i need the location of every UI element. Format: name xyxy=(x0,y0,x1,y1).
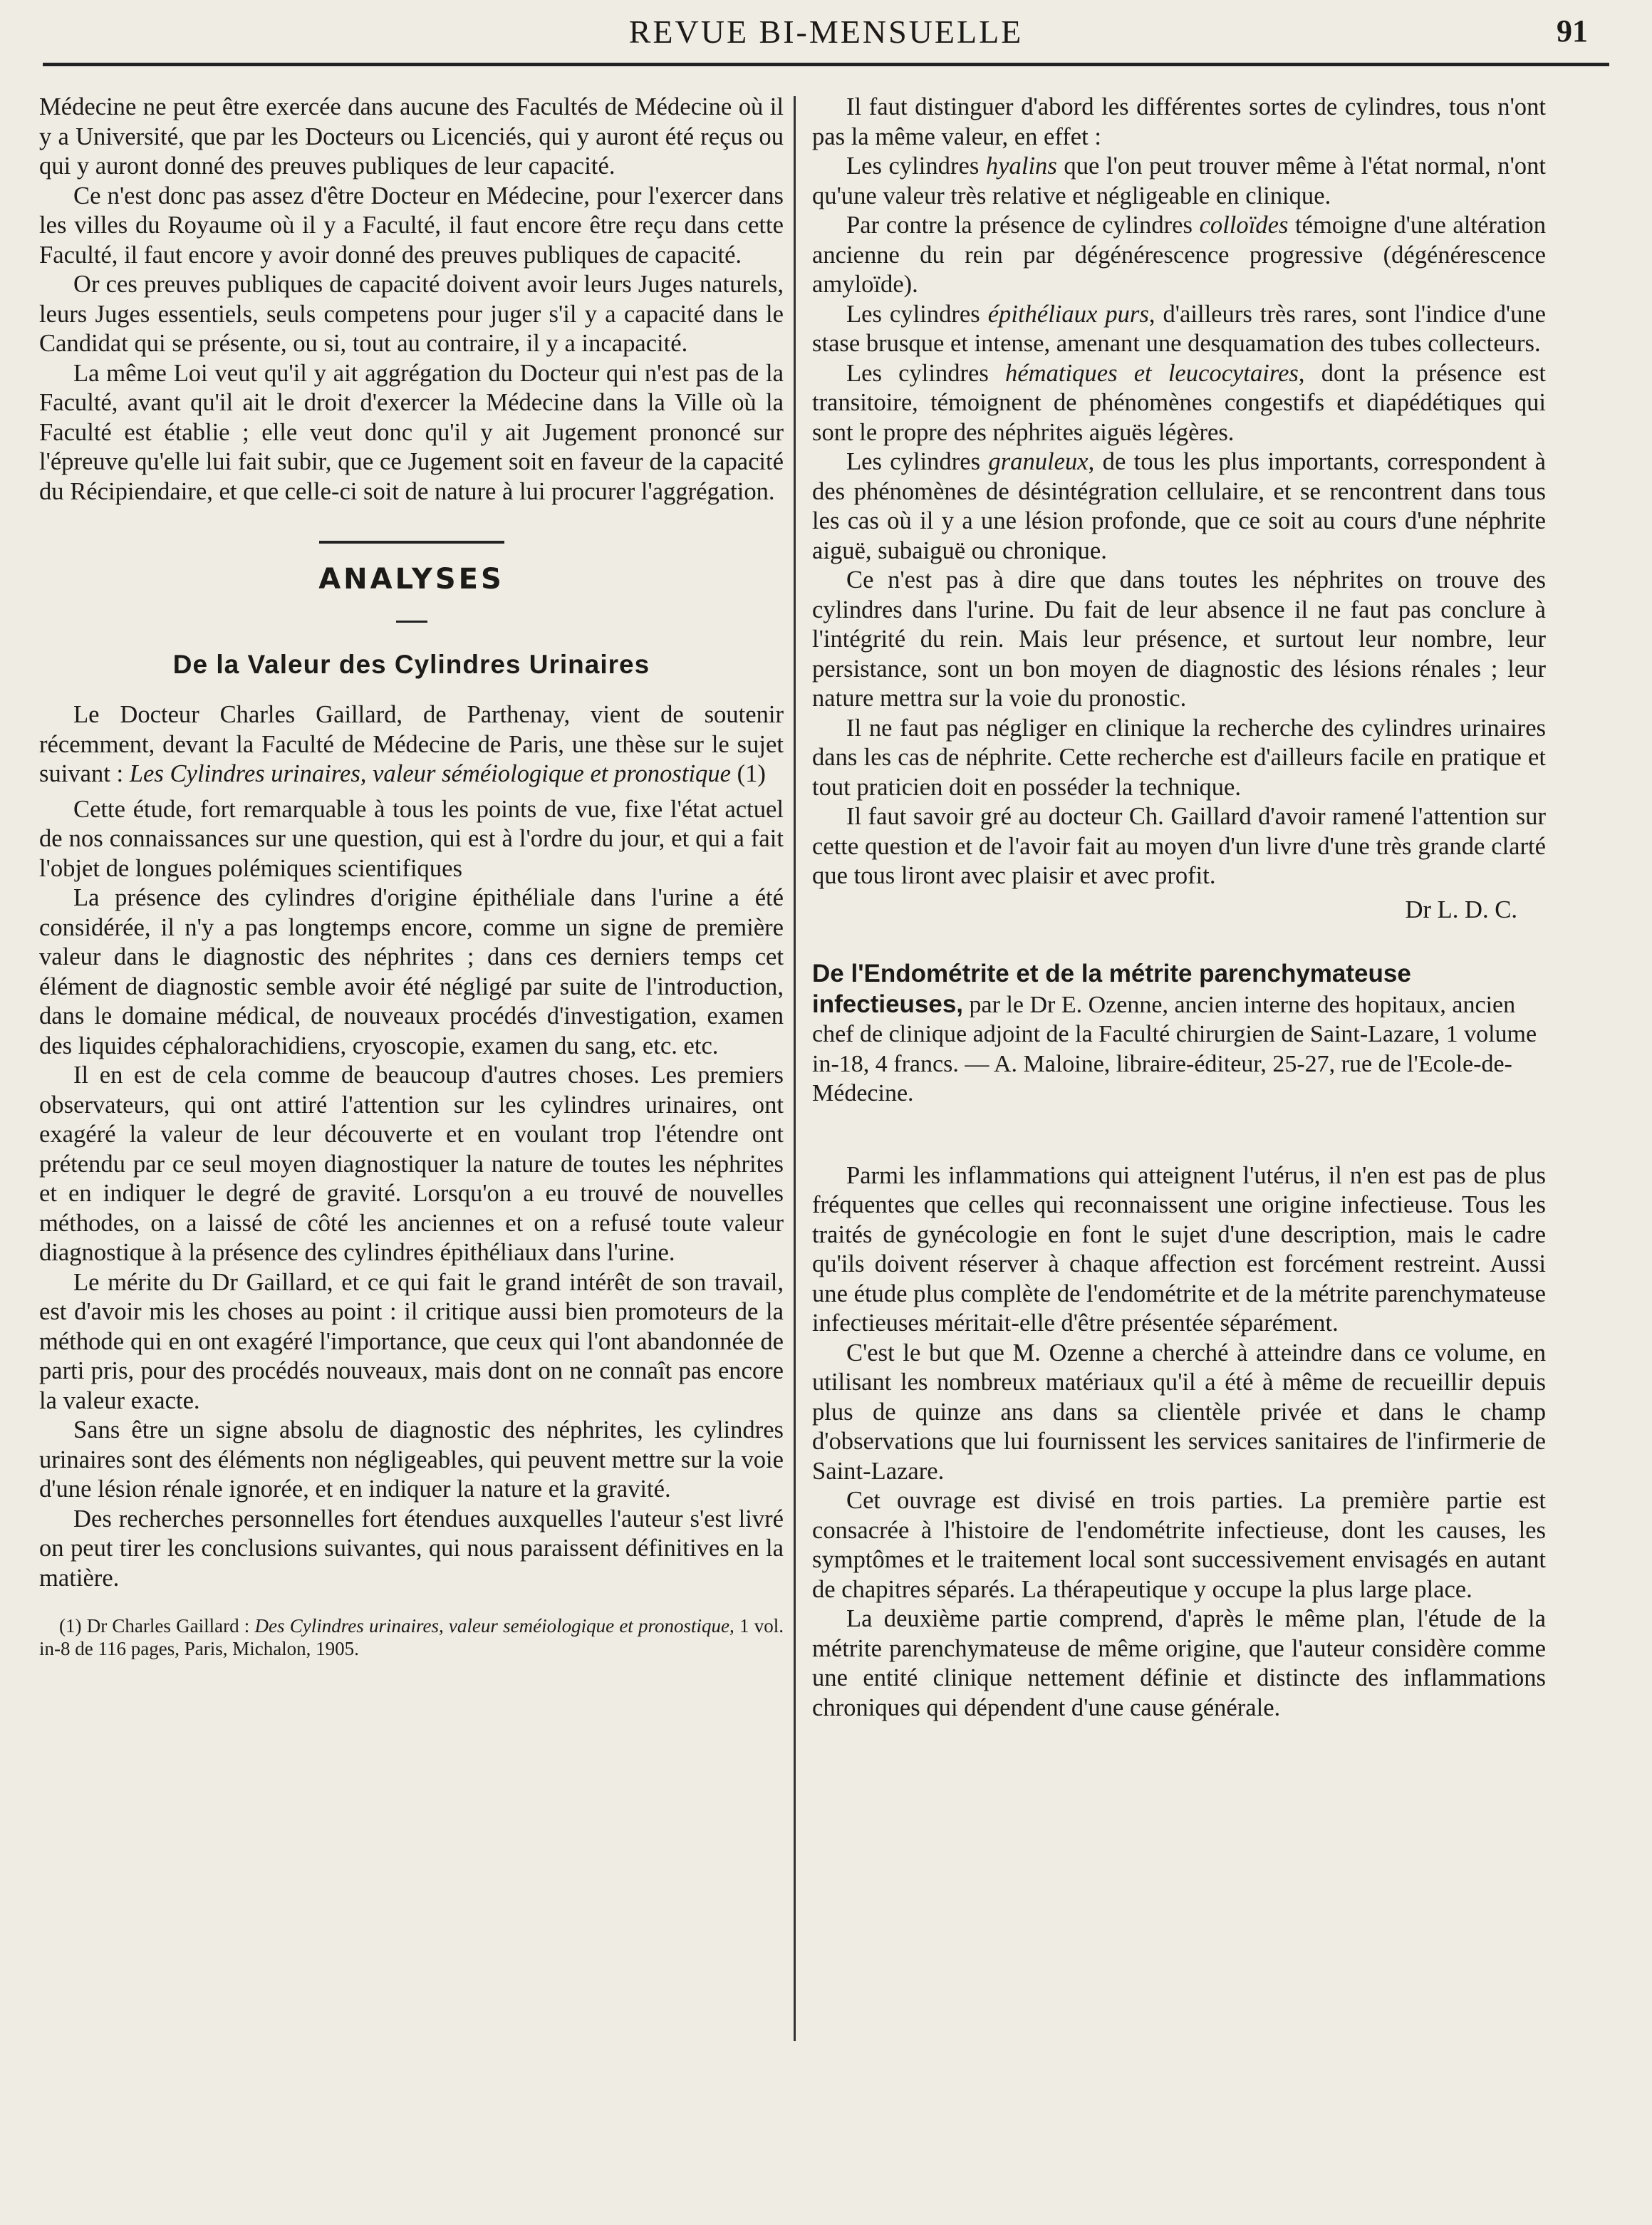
journal-title: REVUE BI-MENSUELLE xyxy=(628,14,1024,50)
section-rule xyxy=(319,541,504,544)
paragraph: Il ne faut pas négliger en clinique la recherche des cylindres urinaires dans les cas de néphrite. Cette recherche est d'ailleurs facile en pratique et tout praticien doit en posséder la technique. xyxy=(812,714,1546,801)
paragraph: Les cylindres granuleux, de tous les plus importants, correspondent à des phénomènes de désintégration cellulaire, et se rencontrent dans tous les cas où il y a une lésion profonde, que ce soit au cours d'une néphrite aiguë, subaiguë ou chronique. xyxy=(812,448,1546,564)
paragraph: Ce n'est donc pas assez d'être Docteur en Médecine, pour l'exercer dans les villes du Royaume où il y a Faculté, il faut encore être reçu dans cette Faculté, il faut encore y avoir donné des preuves publiques de capacité. xyxy=(39,182,784,269)
paragraph: Il en est de cela comme de beaucoup d'autres choses. Les premiers observateurs, qui ont attiré l'attention sur les cylindres urinaires, ont exagéré la valeur de leur découverte et en voulant trop l'étendre ont prétendu par ce seul moyen diagnostiquer la nature de toutes les néphrites et en indiquer le degré de gravité. Lorsqu'on a eu trouvé de nouvelles méthodes, on a laissé de côté les anciennes et on a refusé toute valeur diagnostique à la présence des cylindres épithéliaux dans l'urine. xyxy=(39,1062,784,1266)
paragraph: C'est le but que M. Ozenne a cherché à atteindre dans ce volume, en utilisant les nombreux matériaux qu'il a été à même de recueillir depuis plus de quinze ans dans sa clientèle privée et dans le champ d'observations que lui fournissent les services sanitaires de l'infirmerie de Saint-Lazare. xyxy=(812,1339,1546,1485)
paragraph: Or ces preuves publiques de capacité doivent avoir leurs Juges naturels, leurs Juges essentiels, seuls competens pour juger s'il y a capacité dans le Candidat qui se présente, ou si, tout au contraire, il y a incapacité. xyxy=(39,271,784,357)
article2-title-bold: De l'Endométrite et de la métrite parenchymateuse infectieuses, xyxy=(812,960,1411,1018)
footnote-ref: (1) xyxy=(730,760,766,787)
left-column xyxy=(39,93,784,1660)
footnote xyxy=(39,1614,784,1660)
paragraph: Sans être un signe absolu de diagnostic des néphrites, les cylindres urinaires sont des éléments non négligeables, qui peuvent mettre sur la voie d'une lésion rénale ignorée, et en indiquer la nature et la gravité. xyxy=(39,1416,784,1503)
footnote-details: 1 vol. in-8 de 116 pages, Paris, Michalon, 1905. xyxy=(39,1615,784,1659)
right-column xyxy=(812,93,1546,1723)
paragraph: Il faut distinguer d'abord les différentes sortes de cylindres, tous n'ont pas la même valeur, en effet : xyxy=(812,93,1546,150)
article-title: De la Valeur des Cylindres Urinaires xyxy=(172,649,650,679)
article2-title xyxy=(812,959,1546,1109)
paragraph: Cette étude, fort remarquable à tous les points de vue, fixe l'état actuel de nos connaissances sur une question, qui est à l'ordre du jour, et qui a fait l'objet de longues polémiques scientifiques xyxy=(39,795,784,882)
paragraph: Ce n'est pas à dire que dans toutes les néphrites on trouve des cylindres dans l'urine. Du fait de leur absence il ne faut pas conclure à l'intégrité du rein. Mais leur présence, et surtout leur nombre, leur persistance, sont un bon moyen de diagnostic des lésions rénales ; leur nature mettra sur la voie du pronostic. xyxy=(812,566,1546,712)
paragraph: Cet ouvrage est divisé en trois parties. La première partie est consacrée à l'histoire de l'endométrite infectieuse, dont les causes, les symptômes et le traitement local sont successivement envisagés en autant de chapitres séparés. La thérapeutique y occupe la plus large place. xyxy=(812,1487,1546,1603)
title-dash xyxy=(396,621,427,623)
paragraph: La deuxième partie comprend, d'après le même plan, l'étude de la métrite parenchymateuse de même origine, que l'auteur considère comme une entité clinique nettement définie et distincte des inflammations chroniques qui dépendent d'une cause générale. xyxy=(812,1605,1546,1721)
signature: Dr L. D. C. xyxy=(1405,896,1517,923)
paragraph: La même Loi veut qu'il y ait aggrégation du Docteur qui n'est pas de la Faculté, avant qu'il ait le droit d'exercer la Médecine dans la Ville où la Faculté est établie ; elle veut donc qu'il y ait Jugement prononcé sur l'épreuve qu'elle lui fait subir, que ce Jugement soit en faveur de la capacité du Récipiendaire, et que celle-ci soit de nature à lui procurer l'aggrégation. xyxy=(39,359,784,505)
paragraph: Des recherches personnelles fort étendues auxquelles l'auteur s'est livré on peut tirer les conclusions suivantes, qui nous paraissent définitives en la matière. xyxy=(39,1505,784,1592)
page-header xyxy=(43,7,1609,57)
paragraph: Les cylindres hyalins que l'on peut trouver même à l'état normal, n'ont qu'une valeur très relative et négligeable en clinique. xyxy=(812,152,1546,209)
article-intro xyxy=(39,700,784,789)
page-number: 91 xyxy=(1557,14,1588,48)
intro-text: Le Docteur Charles Gaillard, de Parthenay, vient de soutenir récemment, devant la Faculté de Médecine de Paris, une thèse sur le sujet suivant : xyxy=(39,701,784,787)
header-rule xyxy=(43,63,1609,66)
column-divider xyxy=(794,96,796,2041)
paragraph: Parmi les inflammations qui atteignent l'utérus, il n'en est pas de plus fréquentes que celles qui reconnaissent une origine infectieuse. Tous les traités de gynécologie en font le sujet d'une description, mais le cadre qu'ils doivent réserver à chaque affection est forcément restreint. Aussi une étude plus complète de l'endométrite et de la métrite parenchymateuse infectieuses méritait-elle d'être présentée séparément. xyxy=(812,1161,1546,1337)
article2-citation: par le Dr E. Ozenne, ancien interne des hopitaux, ancien chef de clinique adjoint de la Faculté chirurgien de Saint-Lazare, 1 volume in-18, 4 francs. — A. Maloine, libraire-éditeur, 25-27, rue de l'Ecole-de-Médecine. xyxy=(812,991,1537,1106)
paragraph: Le mérite du Dr Gaillard, et ce qui fait le grand intérêt de son travail, est d'avoir mis les choses au point : il critique aussi bien promoteurs de la méthode qui en ont exagéré l'importance, que ceux qui l'ont abandonnée de parti pris, pour des procédés nouveaux, mais dont on ne connaît pas encore la valeur exacte. xyxy=(39,1268,784,1414)
spacer xyxy=(812,1116,1546,1161)
paragraph: Médecine ne peut être exercée dans aucune des Facultés de Médecine où il y a Université, que par les Docteurs ou Licenciés, qui y auront été reçus ou qui y auront donné des preuves publiques de leur capacité. xyxy=(39,93,784,180)
section-title: ANALYSES xyxy=(318,563,504,596)
paragraph: Il faut savoir gré au docteur Ch. Gaillard d'avoir ramené l'attention sur cette question et de l'avoir fait au moyen d'un livre d'une très grande clarté que tous liront avec plaisir et avec profit. xyxy=(812,803,1546,889)
paragraph: Les cylindres épithéliaux purs, d'ailleurs très rares, sont l'indice d'une stase brusque et intense, amenant une desquamation des tubes collecteurs. xyxy=(812,300,1547,357)
footnote-author: (1) Dr Charles Gaillard : xyxy=(59,1615,255,1637)
paragraph: Par contre la présence de cylindres colloïdes témoigne d'une altération ancienne du rein par dégénérescence progressive (dégénérescence amyloïde). xyxy=(812,212,1546,298)
thesis-title: Les Cylindres urinaires, valeur séméiologique et pronostique xyxy=(129,760,731,787)
paragraph: Les cylindres hématiques et leucocytaires, dont la présence est transitoire, témoignent de phénomènes congestifs et diapédétiques qui sont le propre des néphrites aiguës légères. xyxy=(812,359,1547,446)
footnote-title: Des Cylindres urinaires, valeur seméiologique et pronostique, xyxy=(254,1615,734,1637)
paragraph: La présence des cylindres d'origine épithéliale dans l'urine a été considérée, il n'y a pas longtemps encore, comme un signe de première valeur dans le diagnostic des néphrites ; dans ces derniers temps cet élément de diagnostic semble avoir été négligé par suite de l'introduction, dans le domaine médical, de nouveaux procédés d'investigation, examen des liquides céphalorachidiens, cryoscopie, examen du sang, etc. etc. xyxy=(39,884,784,1059)
